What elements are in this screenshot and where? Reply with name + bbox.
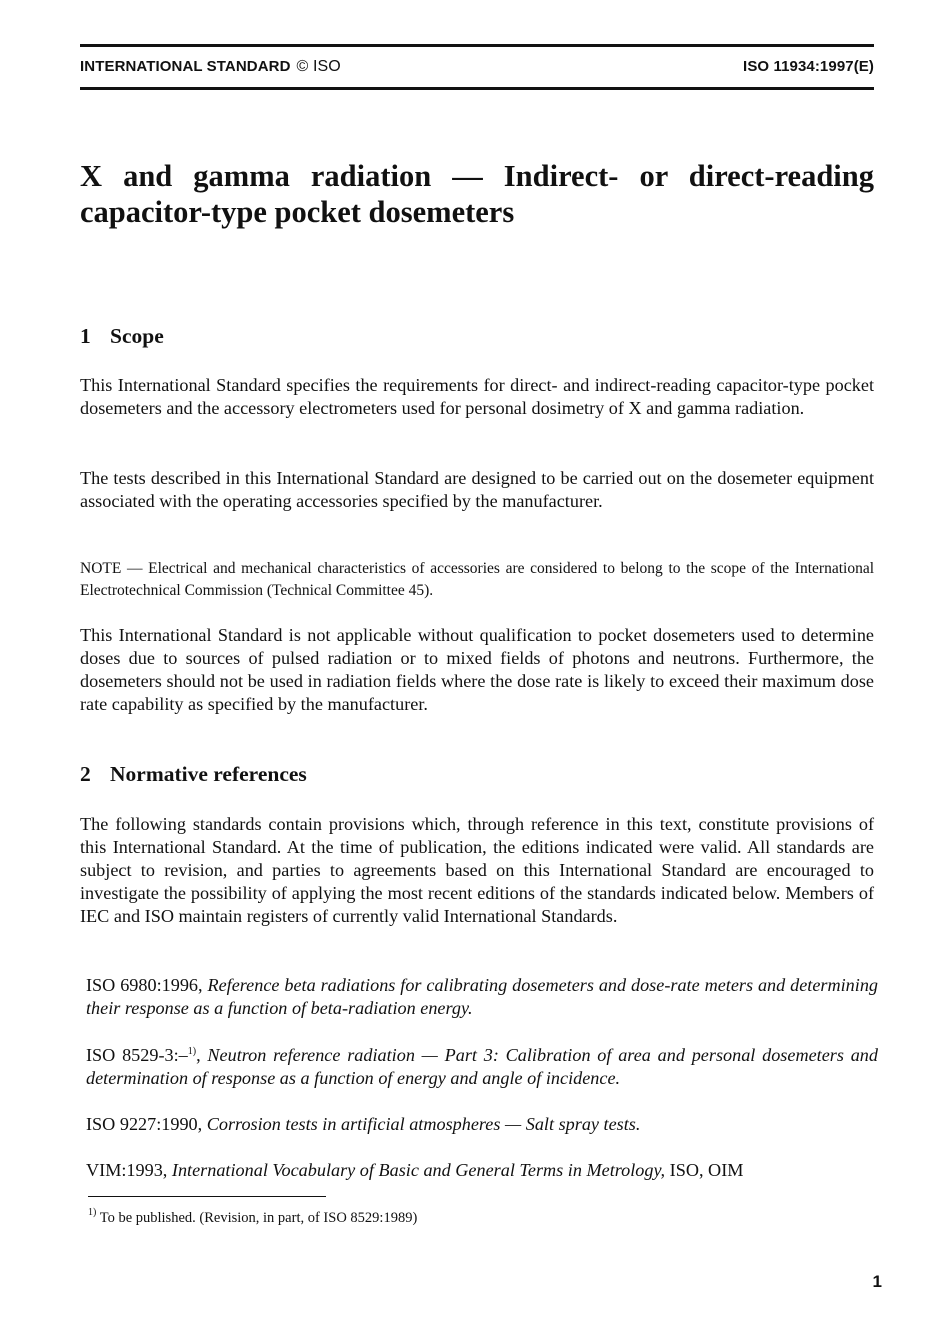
section-heading-scope xyxy=(80,324,164,349)
header-left xyxy=(80,58,341,76)
document-title: X and gamma radiation — Indirect- or direct-reading capacitor-type pocket dosemeters xyxy=(80,159,874,229)
reference-separator: , xyxy=(196,1045,201,1065)
reference-title: Corrosion tests in artificial atmospheres — Salt spray tests. xyxy=(206,1114,641,1134)
scope-paragraph-3: This International Standard is not applicable without qualification to pocket dosemeters used to determine doses due to sources of pulsed radiation or to mixed fields of photons and neutrons. Furthermore, the dosemeters should not be used in radiation fields where the dose rate is likely to exceed their maximum dose rate capability as specified by the manufacturer. xyxy=(80,625,874,714)
header-standard-label: INTERNATIONAL STANDARD xyxy=(80,58,291,75)
reference-item xyxy=(86,1113,878,1136)
header-copyright: © ISO xyxy=(296,58,341,75)
reference-item xyxy=(86,1159,878,1182)
reference-title: International Vocabulary of Basic and General Terms in Metrology, xyxy=(171,1160,666,1180)
reference-code: ISO 9227:1990, xyxy=(86,1114,203,1134)
reference-title: Reference beta radiations for calibrating dosemeters and dose-rate meters and determining their response as a function of beta-radiation energy. xyxy=(86,975,879,1018)
header-top-rule xyxy=(80,44,874,47)
section-number: 1 xyxy=(80,324,91,348)
header-bottom-rule xyxy=(80,87,874,90)
reference-code: ISO 6980:1996, xyxy=(86,975,203,995)
section-title: Scope xyxy=(110,324,164,348)
footnote-marker: 1) xyxy=(187,1046,197,1057)
scope-paragraph-2: The tests described in this International Standard are designed to be carried out on the dosemeter equipment associated with the operating accessories specified by the manufacturer. xyxy=(80,468,874,511)
reference-item xyxy=(86,1044,878,1090)
reference-title: Neutron reference radiation — Part 3: Calibration of area and personal dosemeters and determination of response as a function of energy and angle of incidence. xyxy=(86,1045,878,1088)
page-header xyxy=(80,56,874,80)
normative-paragraph-1: The following standards contain provisions which, through reference in this text, constitute provisions of this International Standard. At the time of publication, the editions indicated were valid. All standards are subject to revision, and parties to agreements based on this International Standard are encouraged to investigate the possibility of applying the most recent editions of the standards indicated below. Members of IEC and ISO maintain registers of currently valid International Standards. xyxy=(80,814,874,926)
footnote xyxy=(88,1208,788,1228)
section-title: Normative references xyxy=(110,762,307,786)
reference-code: VIM:1993, xyxy=(86,1160,168,1180)
reference-publisher: ISO, OIM xyxy=(669,1160,744,1180)
section-heading-normative-references xyxy=(80,762,307,787)
footnote-text: To be published. (Revision, in part, of ISO 8529:1989) xyxy=(99,1210,418,1226)
scope-note: NOTE — Electrical and mechanical characteristics of accessories are considered to belong to the scope of the International Electrotechnical Commission (Technical Committee 45). xyxy=(80,560,874,599)
footnote-mark: 1) xyxy=(88,1207,97,1218)
page-number: 1 xyxy=(872,1272,882,1291)
section-number: 2 xyxy=(80,762,91,786)
scope-paragraph-1: This International Standard specifies the requirements for direct- and indirect-reading capacitor-type pocket dosemeters and the accessory electrometers used for personal dosimetry of X and gamma radiation. xyxy=(80,375,874,418)
footnote-rule xyxy=(88,1196,326,1197)
header-document-id: ISO 11934:1997(E) xyxy=(743,58,874,75)
reference-item xyxy=(86,974,878,1020)
reference-code: ISO 8529-3:– xyxy=(86,1045,188,1065)
